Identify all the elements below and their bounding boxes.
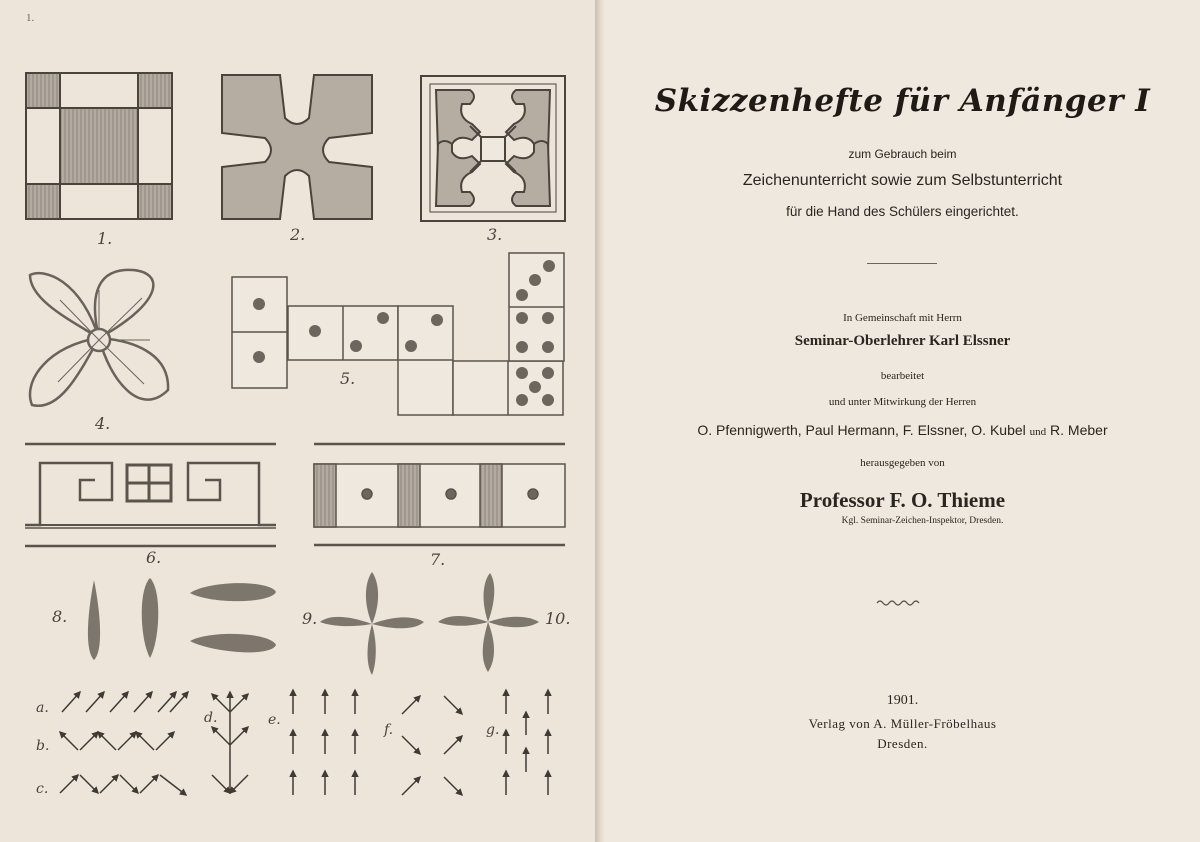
label-4: 4. bbox=[95, 414, 111, 433]
subtitle-line-1: zum Gebrauch beim bbox=[848, 147, 957, 161]
row-label-a: a. bbox=[36, 700, 49, 716]
row-label-e: e. bbox=[268, 712, 281, 728]
flourish-ornament bbox=[875, 597, 923, 609]
professor-title: Kgl. Seminar-Zeichen-Inspektor, Dresden. bbox=[841, 516, 1004, 526]
contributors-main: O. Pfennigwerth, Paul Hermann, F. Elssner, O. Kubel bbox=[697, 422, 1026, 438]
subtitle-line-3: für die Hand des Schülers eingerichtet. bbox=[786, 204, 1019, 219]
arrow-exercises bbox=[60, 690, 548, 795]
author-name: Seminar-Oberlehrer Karl Elssner bbox=[794, 333, 1011, 349]
row-label-d: d. bbox=[204, 710, 218, 726]
label-2: 2. bbox=[290, 225, 306, 244]
row-label-g: g. bbox=[486, 722, 500, 738]
exercise-plate-drawing bbox=[0, 0, 595, 842]
edited-line: bearbeitet bbox=[880, 370, 925, 382]
book-spine bbox=[595, 0, 605, 842]
subtitle-line-2: Zeichenunterricht sowie zum Selbstunterricht bbox=[742, 172, 1063, 189]
row-label-c: c. bbox=[36, 781, 49, 797]
figure-9-cross-leaves bbox=[320, 572, 424, 675]
figure-6-meander-border bbox=[25, 444, 276, 546]
cooperation-line: In Gemeinschaft mit Herrn bbox=[843, 312, 962, 324]
figure-1-square bbox=[26, 73, 172, 219]
figure-2-cross bbox=[222, 75, 372, 219]
page-number: 1. bbox=[26, 12, 35, 24]
publisher-city: Dresden. bbox=[877, 736, 928, 751]
left-page-exercise-plate bbox=[0, 0, 595, 842]
label-1: 1. bbox=[97, 229, 113, 248]
book-title: Skizzenhefte für Anfänger I bbox=[654, 83, 1151, 119]
figure-4-flower bbox=[30, 270, 168, 406]
figure-10-cross-leaves bbox=[438, 573, 539, 672]
label-7: 7. bbox=[430, 550, 446, 569]
label-9: 9. bbox=[302, 609, 318, 628]
figure-5-dominoes bbox=[232, 253, 564, 415]
figure-3-ornament bbox=[421, 76, 565, 221]
label-3: 3. bbox=[487, 225, 503, 244]
right-page-title-page bbox=[605, 0, 1200, 842]
contributors-und: und bbox=[1029, 426, 1047, 438]
label-10: 10. bbox=[545, 609, 571, 628]
label-6: 6. bbox=[146, 548, 162, 567]
publisher-name: Verlag von A. Müller-Fröbelhaus bbox=[808, 716, 997, 731]
figure-8-drops bbox=[88, 578, 276, 660]
label-8: 8. bbox=[52, 607, 68, 626]
label-5: 5. bbox=[340, 369, 356, 388]
assistance-line: und unter Mitwirkung der Herren bbox=[828, 396, 977, 408]
divider-rule bbox=[867, 263, 937, 264]
published-by-line: herausgegeben von bbox=[860, 457, 945, 469]
contributors-line bbox=[605, 422, 1200, 438]
row-label-f: f. bbox=[384, 722, 394, 738]
contributors-last: R. Meber bbox=[1050, 422, 1108, 438]
figure-7-tiled-strip bbox=[314, 444, 565, 545]
row-label-b: b. bbox=[36, 738, 50, 754]
publication-year: 1901. bbox=[886, 693, 919, 708]
professor-name: Professor F. O. Thieme bbox=[799, 488, 1006, 512]
